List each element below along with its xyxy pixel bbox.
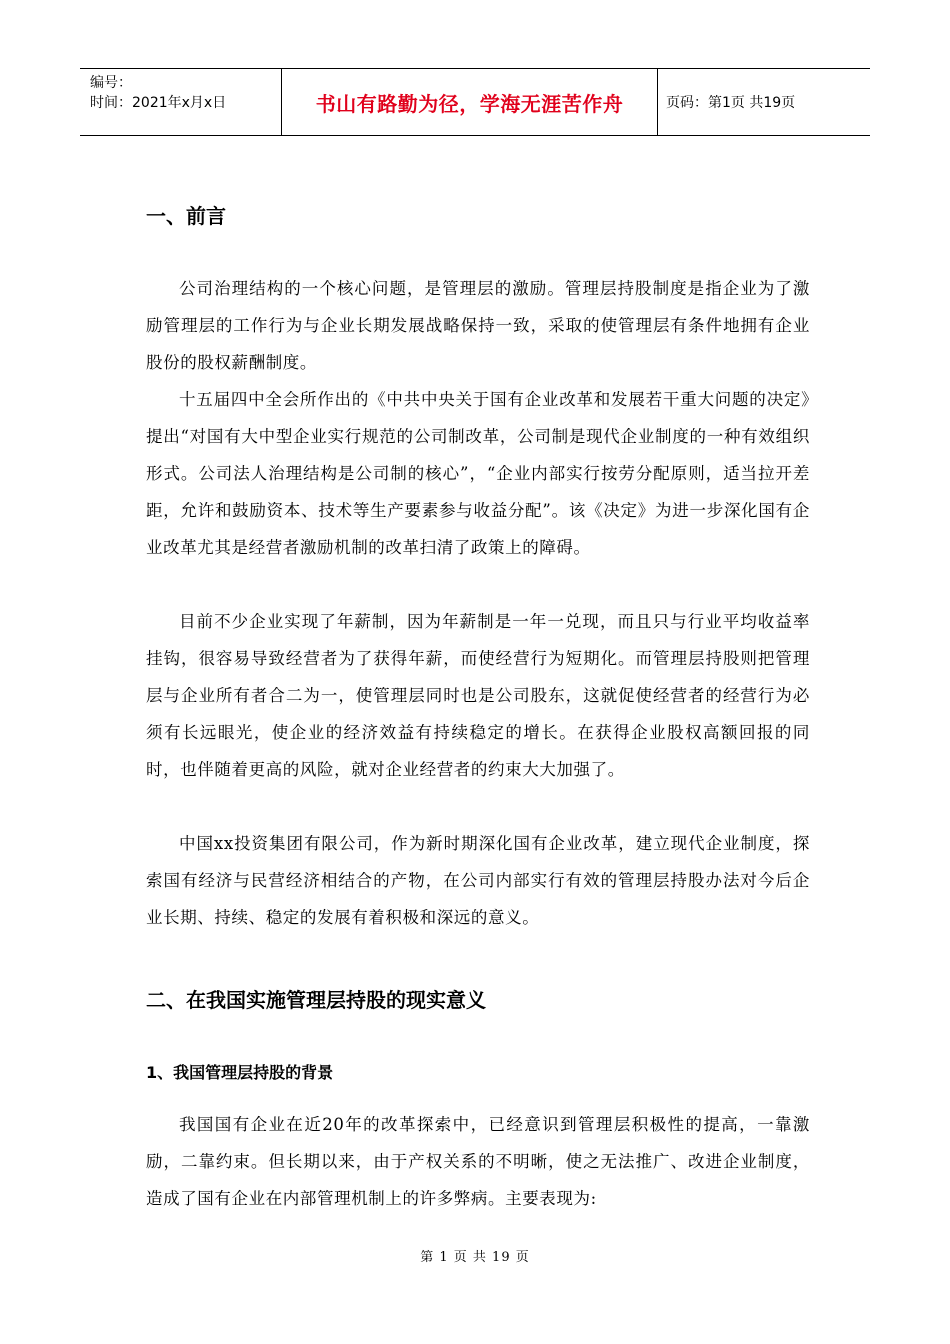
paragraph: 十五届四中全会所作出的《中共中央关于国有企业改革和发展若干重大问题的决定》提出“对国有大中型企业实行规范的公司制改革，公司制是现代企业制度的一种有效组织形式。公司法人治理结构是公司制的核心”，“企业内部实行按劳分配原则，适当拉开差距，允许和鼓励资本、技术等生产要素参与收益分配”。该《决定》为进一步深化国有企业改革尤其是经营者激励机制的改革扫清了政策上的障碍。 bbox=[146, 390, 810, 557]
header-meta bbox=[80, 69, 281, 135]
paragraph: 中国xx投资集团有限公司，作为新时期深化国有企业改革，建立现代企业制度，探索国有经济与民营经济相结合的产物，在公司内部实行有效的管理层持股办法对今后企业长期、持续、稳定的发展有着积极和深远的意义。 bbox=[146, 834, 810, 927]
section-title-significance: 二、在我国实施管理层持股的现实意义 bbox=[146, 988, 486, 1012]
subsection-title-background: 1、我国管理层持股的背景 bbox=[146, 1063, 334, 1082]
header-motto: 书山有路勤为径，学海无涯苦作舟 bbox=[281, 69, 658, 135]
paragraph: 我国国有企业在近20年的改革探索中，已经意识到管理层积极性的提高，一靠激励，二靠约束。但长期以来，由于产权关系的不明晰，使之无法推广、改进企业制度，造成了国有企业在内部管理机制上的许多弊病。主要表现为: bbox=[146, 1115, 810, 1208]
page-footer: 第 1 页 共 19 页 bbox=[420, 1250, 530, 1265]
section-title-preface: 一、前言 bbox=[146, 204, 226, 228]
doc-code-label: 编号： bbox=[90, 75, 132, 91]
page-header bbox=[80, 68, 870, 136]
paragraph: 公司治理结构的一个核心问题，是管理层的激励。管理层持股制度是指企业为了激励管理层的工作行为与企业长期发展战略保持一致，采取的使管理层有条件地拥有企业股份的股权薪酬制度。 bbox=[146, 279, 810, 372]
paragraph: 目前不少企业实现了年薪制，因为年薪制是一年一兑现，而且只与行业平均收益率挂钩，很容易导致经营者为了获得年薪，而使经营行为短期化。而管理层持股则把管理层与企业所有者合二为一，使管理层同时也是公司股东，这就促使经营者的经营行为必须有长远眼光，使企业的经济效益有持续稳定的增长。在获得企业股权高额回报的同时，也伴随着更高的风险，就对企业经营者的约束大大加强了。 bbox=[146, 612, 810, 779]
doc-time-label: 时间：2021年x月x日 bbox=[90, 95, 227, 111]
header-page-info: 页码：第1页 共19页 bbox=[666, 95, 796, 111]
